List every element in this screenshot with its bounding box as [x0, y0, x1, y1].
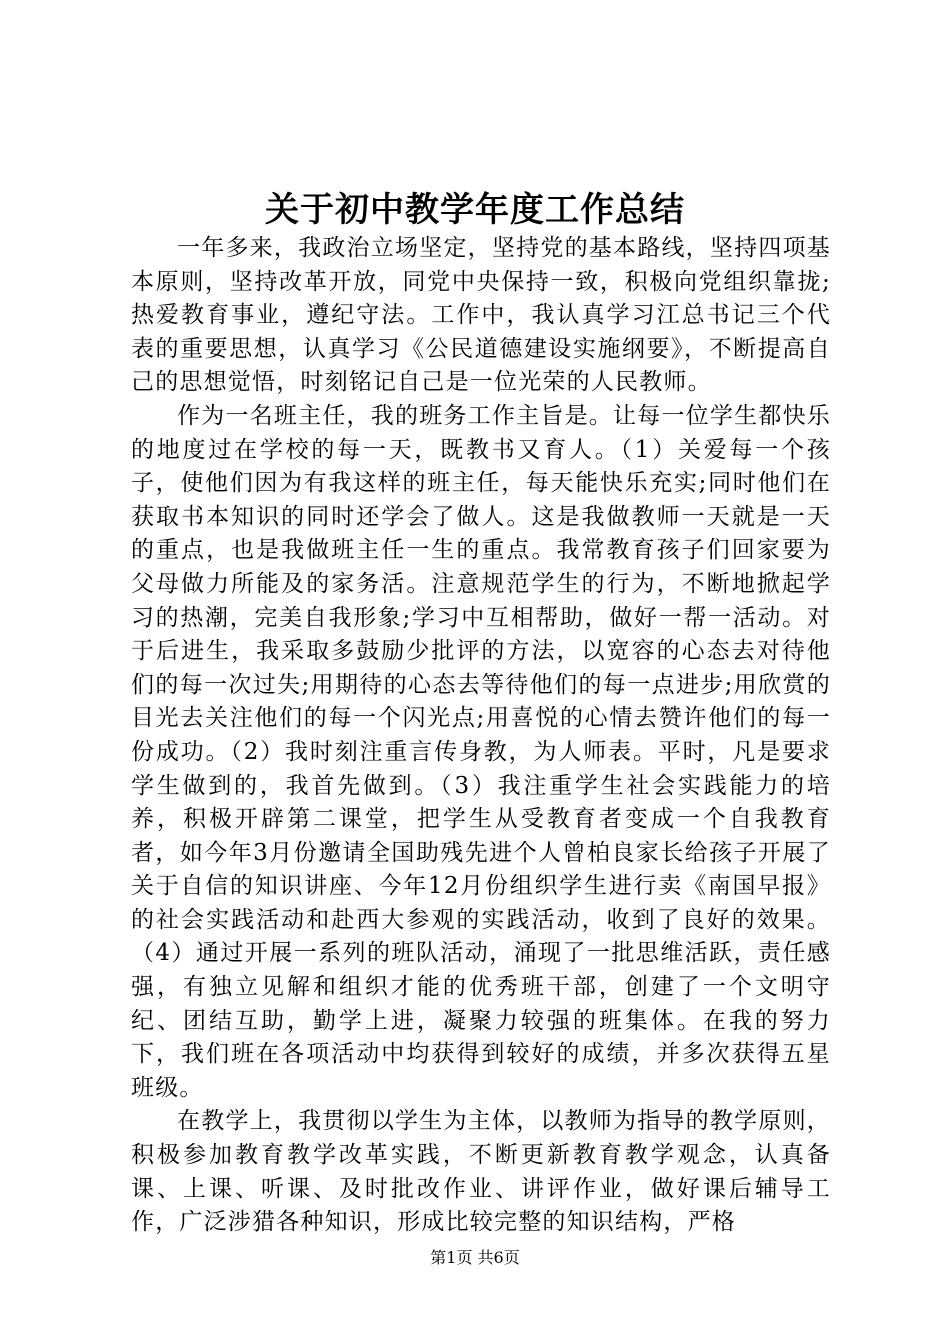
document-title: 关于初中教学年度工作总结: [265, 190, 685, 230]
page-footer: 第1页 共6页: [430, 1248, 520, 1267]
paragraph-political-stance: 一年多来，我政治立场坚定，坚持党的基本路线，坚持四项基本原则，坚持改革开放，同党中央保持一致，积极向党组织靠拢;热爱教育事业，遵纪守法。工作中，我认真学习江总书记三个代表的重要思想，认真学习《公民道德建设实施纲要》，不断提高自己的思想觉悟，时刻铭记自己是一位光荣的人民教师。: [131, 235, 831, 396]
paragraph-teaching-work: 在教学上，我贯彻以学生为主体，以教师为指导的教学原则，积极参加教育教学改革实践，不断更新教育教学观念，认真备课、上课、听课、及时批改作业、讲评作业，做好课后辅导工作，广泛涉猎各种知识，形成比较完整的知识结构，严格: [131, 1108, 831, 1236]
paragraph-class-teacher-work: 作为一名班主任，我的班务工作主旨是。让每一位学生都快乐的地度过在学校的每一天，既教书又育人。（1）关爱每一个孩子，使他们因为有我这样的班主任，每天能快乐充实;同时他们在获取书本知识的同时还学会了做人。这是我做教师一天就是一天的重点，也是我做班主任一生的重点。我常教育孩子们回家要为父母做力所能及的家务活。注意规范学生的行为，不断地掀起学习的热潮，完美自我形象;学习中互相帮助，做好一帮一活动。对于后进生，我采取多鼓励少批评的方法，以宽容的心态去对待他们的每一次过失;用期待的心态去等待他们的每一点进步;用欣赏的目光去关注他们的每一个闪光点;用喜悦的心情去赞许他们的每一份成功。（2）我时刻注重言传身教，为人师表。平时，凡是要求学生做到的，我首先做到。（3）我注重学生社会实践能力的培养，积极开辟第二课堂，把学生从受教育者变成一个自我教育者，如今年3月份邀请全国助残先进个人曾柏良家长给孩子开展了关于自信的知识讲座、今年12月份组织学生进行卖《南国早报》的社会实践活动和赴西大参观的实践活动，收到了良好的效果。（4）通过开展一系列的班队活动，涌现了一批思维活跃，责任感强，有独立见解和组织才能的优秀班干部，创建了一个文明守纪、团结互助，勤学上进，凝聚力较强的班集体。在我的努力下，我们班在各项活动中均获得到较好的成绩，并多次获得五星班级。: [131, 402, 831, 1101]
document-body: [131, 232, 831, 1240]
